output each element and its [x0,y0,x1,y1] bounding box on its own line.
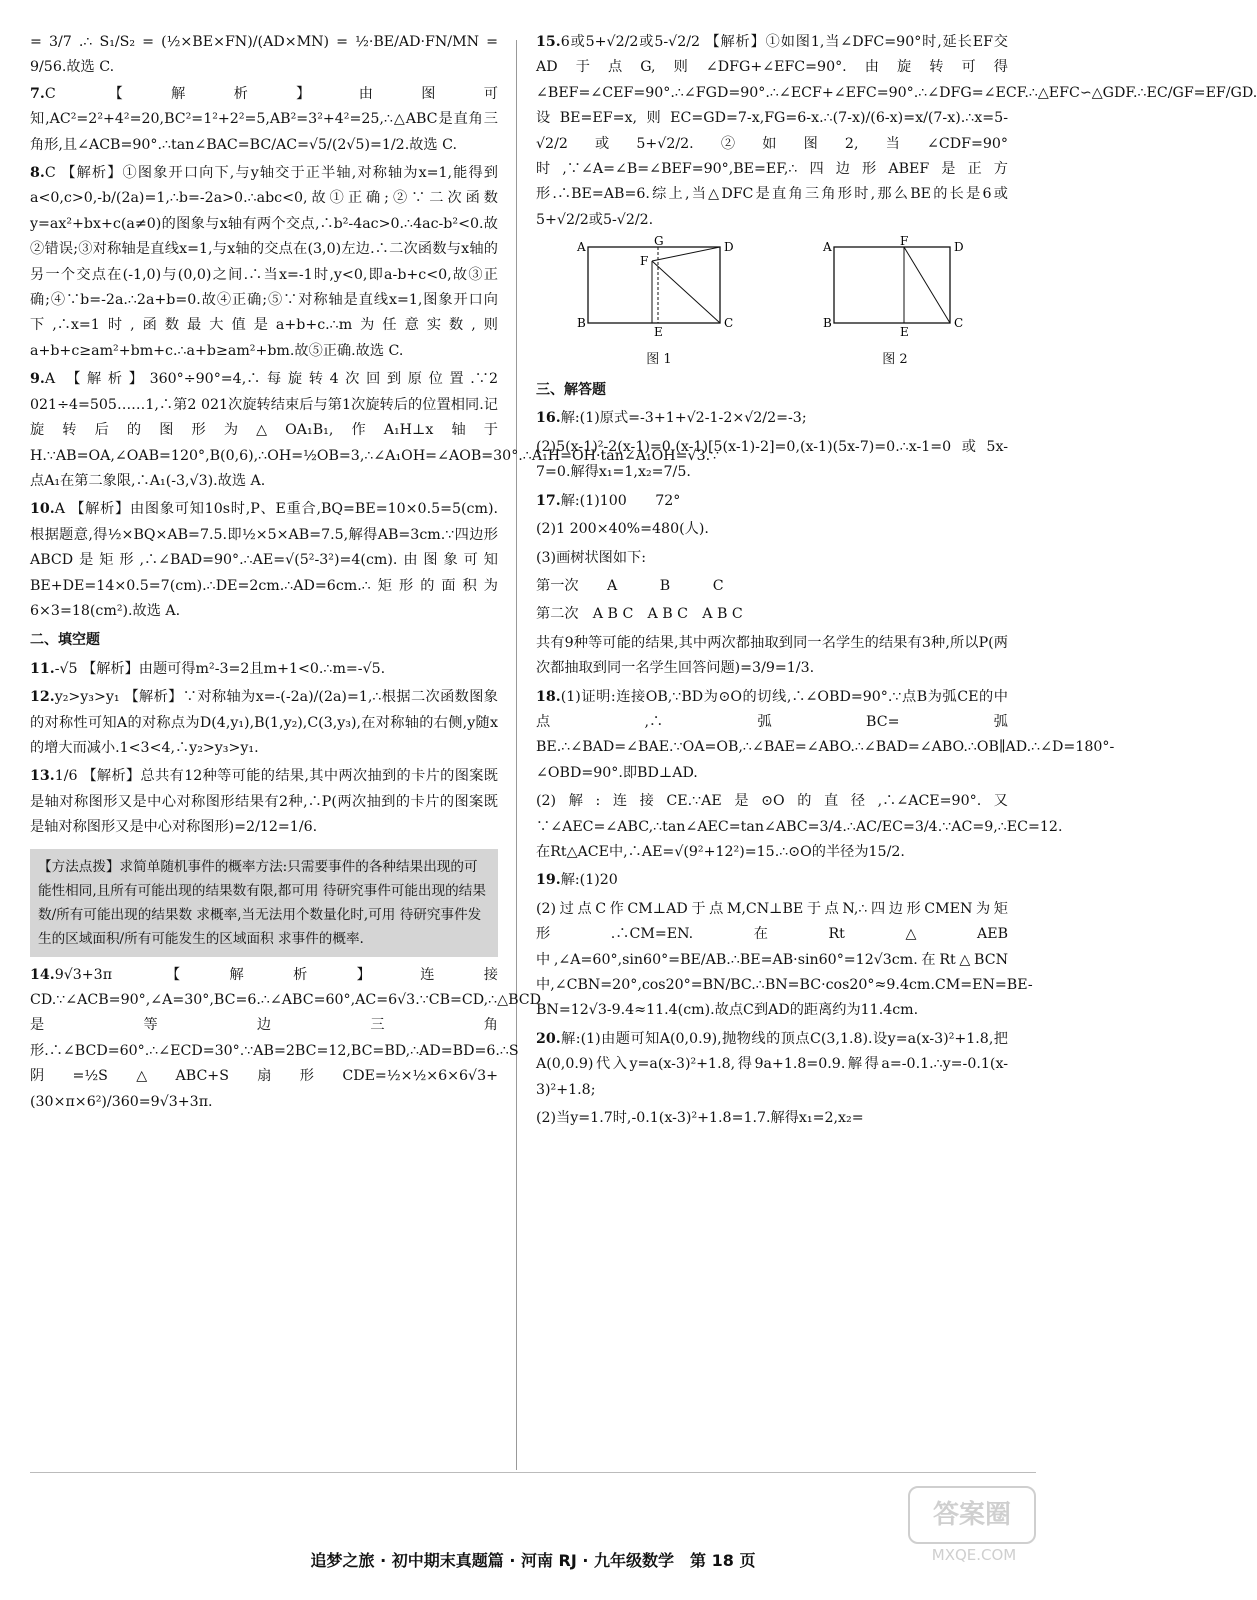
section-fill-in: 二、填空题 [30,632,100,649]
label-D: D [954,240,964,255]
figures-row [536,234,1008,372]
label-A: A [823,240,832,255]
page-footer: 追梦之旅 · 初中期末真题篇 · 河南 RJ · 九年级数学 第 18 页 [310,1551,756,1570]
answer-15: 15.6或5+√2/2或5-√2/2 【解析】①如图1,当∠DFC=90°时,延长EF交AD于点G,则∠DFG+∠EFC=90°.由旋转可得∠BEF=∠CEF=90°.∴∠FGD=90°.∴∠ECF+∠EFC=90°.∴∠DFG=∠ECF.∴△EFC∽△GDF.∴EC/GF=EF/GD.设BE=EF=x,则EC=GD=7-x,FG=6-x.∴(7-x)/(6-x)=x/(7-x).∴x=5-√2/2或5+√2/2.②如图2,当∠CDF=90°时,∵∠A=∠B=∠BEF=90°,BE=EF,∴四边形ABEF是正方形.∴BE=AB=6.综上,当△DFC是直角三角形时,那么BE的长是6或5+√2/2或5-√2/2. [536,34,1257,228]
answer-13: 13.1/6 【解析】总共有12种等可能的结果,其中两次抽到的卡片的图案既是轴对称图形又是中心对称图形结果有2种,∴P(两次抽到的卡片的图案既是轴对称图形又是中心对称图形)=2/12=1/6. [30,768,498,836]
carry-over-text: = 3/7 .∴ S₁/S₂ = (½×BE×FN)/(AD×MN) = ½·BE/AD·FN/MN = 9/56.故选 C. [30,34,498,76]
figure-2-diagram [820,234,970,340]
answer-8: 8.C 【解析】①图象开口向下,与y轴交于正半轴,对称轴为x=1,能得到a<0,c>0,-b/(2a)=1,∴b=-2a>0.∴abc<0,故①正确;②∵二次函数y=ax²+bx+c(a≠0)的图象与x轴有两个交点,∴b²-4ac>0.∴4ac-b²<0.故②错误;③对称轴是直线x=1,与x轴的交点在(3,0)左边.∴二次函数与x轴的另一个交点在(-1,0)与(0,0)之间.∴当x=-1时,y<0,即a-b+c<0,故③正确;④∵b=-2a.∴2a+b=0.故④正确;⑤∵对称轴是直线x=1,图象开口向下,∴x=1时,函数最大值是a+b+c.∴m为任意实数,则a+b+c≥am²+bm+c.∴a+b≥am²+bm.故⑤正确.故选 C. [30,165,498,359]
label-A: A [577,240,586,255]
answer-12: 12.y₂>y₃>y₁ 【解析】∵对称轴为x=-(-2a)/(2a)=1,∴根据二次函数图象的对称性可知A的对称点为D(4,y₁),B(1,y₂),C(3,y₃),在对称轴的右侧,y随x的增大而减小.1<3<4,∴y₂>y₃>y₁. [30,689,498,756]
label-G: G [654,234,664,249]
watermark-url: MXQE.COM [931,1546,1017,1564]
answer-17-conclusion: 共有9种等可能的结果,其中两次都抽取到同一名学生的结果有3种,所以P(两次都抽取到同一名学生回答问题)=3/9=1/3. [536,634,1008,677]
tree-second-draw: 第二次 A B C A B C A B C [536,606,743,623]
answer-14: 14.9√3+3π 【解析】连接CD.∵∠ACB=90°,∠A=30°,BC=6.∴∠ABC=60°,AC=6√3.∵CB=CD,∴△BCD是等边三角形.∴∠BCD=60°.∴∠ECD=30°.∵AB=2BC=12,BC=BD,∴AD=BD=6.∴S阴=½S△ABC+S扇形CDE=½×½×6×6√3+(30×π×6²)/360=9√3+3π. [30,966,541,1110]
answer-17-2: (2)1 200×40%=480(人). [536,521,709,538]
answer-7: 7.C 【解析】由图可知,AC²=2²+4²=20,BC²=1²+2²=5,AB²=3²+4²=25,∴△ABC是直角三角形,且∠ACB=90°.∴tan∠BAC=BC/AC=√5/(2√5)=1/2.故选 C. [30,85,498,153]
tree-first-draw: 第一次 A B C [536,577,724,594]
answer-19-2: (2)过点C作CM⊥AD于点M,CN⊥BE于点N,∴四边形CMEN为矩形.∴CM=EN.在Rt△AEB中,∠A=60°,sin60°=BE/AB.∴BE=AB·sin60°=12√3cm.在Rt△BCN中,∠CBN=20°,cos20°=BN/BC.∴BN=BC·cos20°≈9.4cm.CM=EN=BE-BN=12√3-9.4≈11.4(cm).故点C到AD的距离约为11.4cm. [536,900,1033,1019]
answer-18-1: 18.(1)证明:连接OB,∵BD为⊙O的切线,∴∠OBD=90°.∵点B为弧CE的中点,∴弧BC=弧BE.∴∠BAD=∠BAE.∵OA=OB,∴∠BAE=∠ABO.∴∠BAD=∠ABO.∴OB∥AD.∴∠D=180°-∠OBD=90°.即BD⊥AD. [536,688,1115,781]
answer-17-3: (3)画树状图如下: [536,549,647,566]
label-E: E [654,325,663,340]
answer-16-2: (2)5(x-1)²-2(x-1)=0,(x-1)[5(x-1)-2]=0,(x-1)(5x-7)=0.∴x-1=0或5x-7=0.解得x₁=1,x₂=7/5. [536,438,1008,481]
watermark-logo: 答案圈 [908,1486,1036,1544]
column-divider [516,40,517,1470]
figure-1-caption: 图 1 [646,351,672,367]
label-D: D [724,240,734,255]
label-B: B [577,316,586,331]
label-F: F [640,254,649,269]
answer-11: 11.-√5 【解析】由题可得m²-3=2且m+1<0.∴m=-√5. [30,660,386,677]
answer-20-2: (2)当y=1.7时,-0.1(x-3)²+1.8=1.7.解得x₁=2,x₂= [536,1110,864,1127]
label-C: C [724,316,734,331]
figure-1 [574,234,744,372]
answer-20-1: 20.解:(1)由题可知A(0,0.9),抛物线的顶点C(3,1.8).设y=a(x-3)²+1.8,把A(0,0.9)代入y=a(x-3)²+1.8,得9a+1.8=0.9.解得a=-0.1.∴y=-0.1(x-3)²+1.8; [536,1030,1008,1098]
label-F: F [900,234,909,249]
footer-divider [30,1472,1036,1473]
answer-9: 9.A 【解析】360°÷90°=4,∴每旋转4次回到原位置.∵2 021÷4=505……1,∴第2 021次旋转结束后与第1次旋转后的位置相同.记旋转后的图形为△OA₁B₁,作A₁H⊥x轴于H.∵AB=OA,∠OAB=120°,B(0,6),∴OH=½OB=3,∴∠A₁OH=∠AOB=30°.∴A₁H=OH·tan∠A₁OH=√3.∵点A₁在第二象限,∴A₁(-3,√3).故选 A. [30,371,720,489]
method-tip-box: 【方法点拨】求简单随机事件的概率方法:只需要事件的各种结果出现的可能性相同,且所有可能出现的结果数有限,都可用 待研究事件可能出现的结果数/所有可能出现的结果数 求概率,当无法用个数量化时,可用 待研究事件发生的区域面积/所有可能发生的区域面积 求事件的概率. [30,849,498,957]
figure-2 [820,234,970,372]
answer-10: 10.A 【解析】由图象可知10s时,P、E重合,BQ=BE=10×0.5=5(cm).根据题意,得½×BQ×AB=7.5.即½×5×AB=7.5,解得AB=3cm.∵四边形ABCD是矩形,∴∠BAD=90°.∴AE=√(5²-3²)=4(cm).由图象可知BE+DE=14×0.5=7(cm).∴DE=2cm.∴AD=6cm.∴矩形的面积为6×3=18(cm²).故选 A. [30,501,498,619]
answer-19-1: 19.解:(1)20 [536,872,618,889]
label-C: C [954,316,964,331]
figure-1-diagram [574,234,744,340]
label-B: B [823,316,832,331]
answer-18-2: (2)解:连接CE.∵AE是⊙O的直径,∴∠ACE=90°.又∵∠AEC=∠ABC,∴tan∠AEC=tan∠ABC=3/4.∴AC/EC=3/4.∵AC=9,∴EC=12.在Rt△ACE中,∴AE=√(9²+12²)=15.∴⊙O的半径为15/2. [536,793,1063,860]
right-column [536,30,1257,1134]
label-E: E [900,325,909,340]
section-solutions: 三、解答题 [536,382,606,399]
answer-17-1: 17.解:(1)100 72° [536,492,681,509]
answer-16-1: 16.解:(1)原式=-3+1+√2-1-2×√2/2=-3; [536,410,807,427]
figure-2-caption: 图 2 [882,351,908,367]
